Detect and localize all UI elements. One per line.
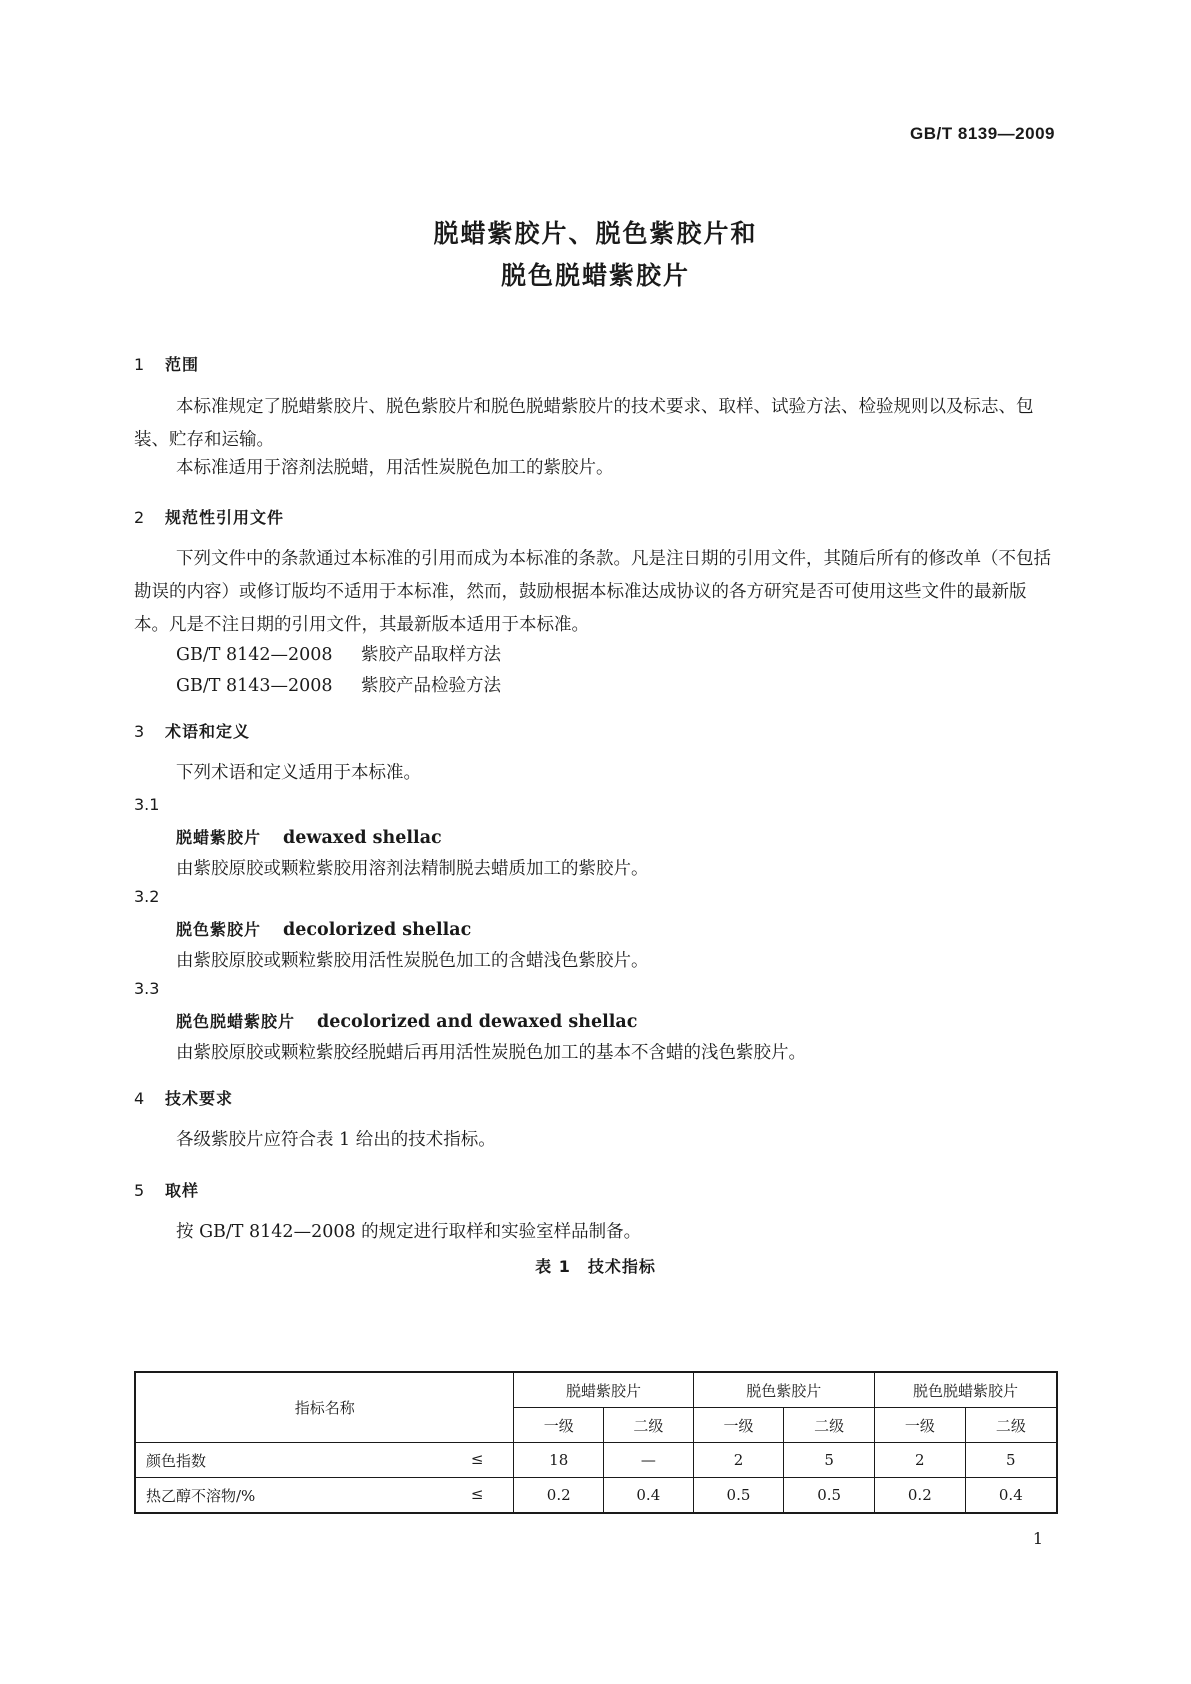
row-name-cell [135, 1478, 514, 1514]
clause-number: 3.1 [134, 795, 160, 814]
header-group: 脱蜡紫胶片 [514, 1372, 693, 1408]
term-chinese: 脱蜡紫胶片 [176, 828, 262, 847]
section-4-heading [134, 1086, 233, 1109]
header-grade: 二级 [965, 1408, 1057, 1443]
table-cell: 2 [874, 1443, 965, 1478]
reference-item [176, 672, 501, 697]
section-title: 术语和定义 [165, 722, 251, 741]
reference-code: GB/T 8143—2008 [176, 676, 333, 696]
term-definition: 由紫胶原胶或颗粒紫胶用溶剂法精制脱去蜡质加工的紫胶片。 [176, 859, 649, 879]
references-intro: 下列文件中的条款通过本标准的引用而成为本标准的条款。凡是注日期的引用文件，其随后所有的修改单（不包括勘误的内容）或修订版均不适用于本标准，然而，鼓励根据本标准达成协议的各方研究是否可使用这些文件的最新版本。凡是不注日期的引用文件，其最新版本适用于本标准。 [134, 549, 1051, 635]
terms-intro: 下列术语和定义适用于本标准。 [176, 763, 421, 783]
term-chinese: 脱色脱蜡紫胶片 [176, 1012, 296, 1031]
section-number: 5 [134, 1181, 146, 1200]
table-row [135, 1478, 1057, 1514]
reference-title: 紫胶产品检验方法 [361, 676, 501, 696]
requirements-paragraph: 各级紫胶片应符合表 1 给出的技术指标。 [176, 1130, 496, 1150]
table-cell: 0.2 [514, 1478, 604, 1514]
clause-number: 3.2 [134, 887, 160, 906]
header-group: 脱色脱蜡紫胶片 [874, 1372, 1057, 1408]
term-definition: 由紫胶原胶或颗粒紫胶经脱蜡后再用活性炭脱色加工的基本不含蜡的浅色紫胶片。 [176, 1043, 806, 1063]
page-number: 1 [1032, 1529, 1043, 1548]
table-cell: 2 [693, 1443, 784, 1478]
reference-title: 紫胶产品取样方法 [361, 645, 501, 665]
sampling-paragraph: 按 GB/T 8142—2008 的规定进行取样和实验室样品制备。 [176, 1222, 642, 1242]
term-heading [176, 1009, 637, 1032]
header-grade: 一级 [693, 1408, 784, 1443]
term-english: decolorized shellac [283, 920, 472, 940]
table-cell: 0.2 [874, 1478, 965, 1514]
scope-paragraph-2: 本标准适用于溶剂法脱蜡，用活性炭脱色加工的紫胶片。 [176, 458, 614, 478]
section-title: 范围 [165, 355, 200, 374]
table-caption: 表 1 技术指标 [535, 1257, 656, 1276]
term-heading [176, 825, 442, 848]
section-title: 技术要求 [165, 1089, 234, 1108]
section-number: 4 [134, 1089, 146, 1108]
section-number: 3 [134, 722, 146, 741]
table-cell: 0.5 [784, 1478, 875, 1514]
term-english: decolorized and dewaxed shellac [317, 1012, 638, 1032]
document-title-line2: 脱色脱蜡紫胶片 [500, 261, 690, 290]
table-cell: 0.4 [965, 1478, 1057, 1514]
document-title-line1: 脱蜡紫胶片、脱色紫胶片和 [433, 219, 758, 248]
reference-code: GB/T 8142—2008 [176, 645, 333, 665]
row-name-cell [135, 1443, 514, 1478]
table-cell: — [604, 1443, 694, 1478]
table-cell: 18 [514, 1443, 604, 1478]
table-cell: 5 [965, 1443, 1057, 1478]
section-3-heading [134, 719, 250, 742]
reference-item [176, 641, 501, 666]
table-row [135, 1443, 1057, 1478]
header-grade: 一级 [874, 1408, 965, 1443]
scope-paragraph-1: 本标准规定了脱蜡紫胶片、脱色紫胶片和脱色脱蜡紫胶片的技术要求、取样、试验方法、检验规则以及标志、包装、贮存和运输。 [134, 397, 1034, 450]
header-grade: 二级 [784, 1408, 875, 1443]
technical-indicators-table [134, 1371, 1058, 1514]
section-title: 取样 [165, 1181, 200, 1200]
header-grade: 一级 [514, 1408, 604, 1443]
row-operator: ≤ [470, 1484, 484, 1503]
standard-code: GB/T 8139—2009 [910, 124, 1055, 143]
section-number: 1 [134, 355, 146, 374]
term-english: dewaxed shellac [283, 828, 442, 848]
row-operator: ≤ [470, 1449, 484, 1468]
section-5-heading [134, 1178, 199, 1201]
clause-number: 3.3 [134, 979, 160, 998]
term-chinese: 脱色紫胶片 [176, 920, 262, 939]
section-2-heading [134, 505, 284, 528]
header-group: 脱色紫胶片 [693, 1372, 874, 1408]
table-cell: 0.5 [693, 1478, 784, 1514]
table-cell: 0.4 [604, 1478, 694, 1514]
table-cell: 5 [784, 1443, 875, 1478]
term-definition: 由紫胶原胶或颗粒紫胶用活性炭脱色加工的含蜡浅色紫胶片。 [176, 951, 649, 971]
section-1-heading [134, 352, 199, 375]
header-indicator-name: 指标名称 [135, 1372, 514, 1443]
section-number: 2 [134, 508, 146, 527]
row-name: 颜色指数 [146, 1451, 207, 1470]
section-title: 规范性引用文件 [165, 508, 285, 527]
table-header-row [135, 1372, 1057, 1408]
term-heading [176, 917, 471, 940]
header-grade: 二级 [604, 1408, 694, 1443]
row-name: 热乙醇不溶物/% [146, 1486, 256, 1505]
